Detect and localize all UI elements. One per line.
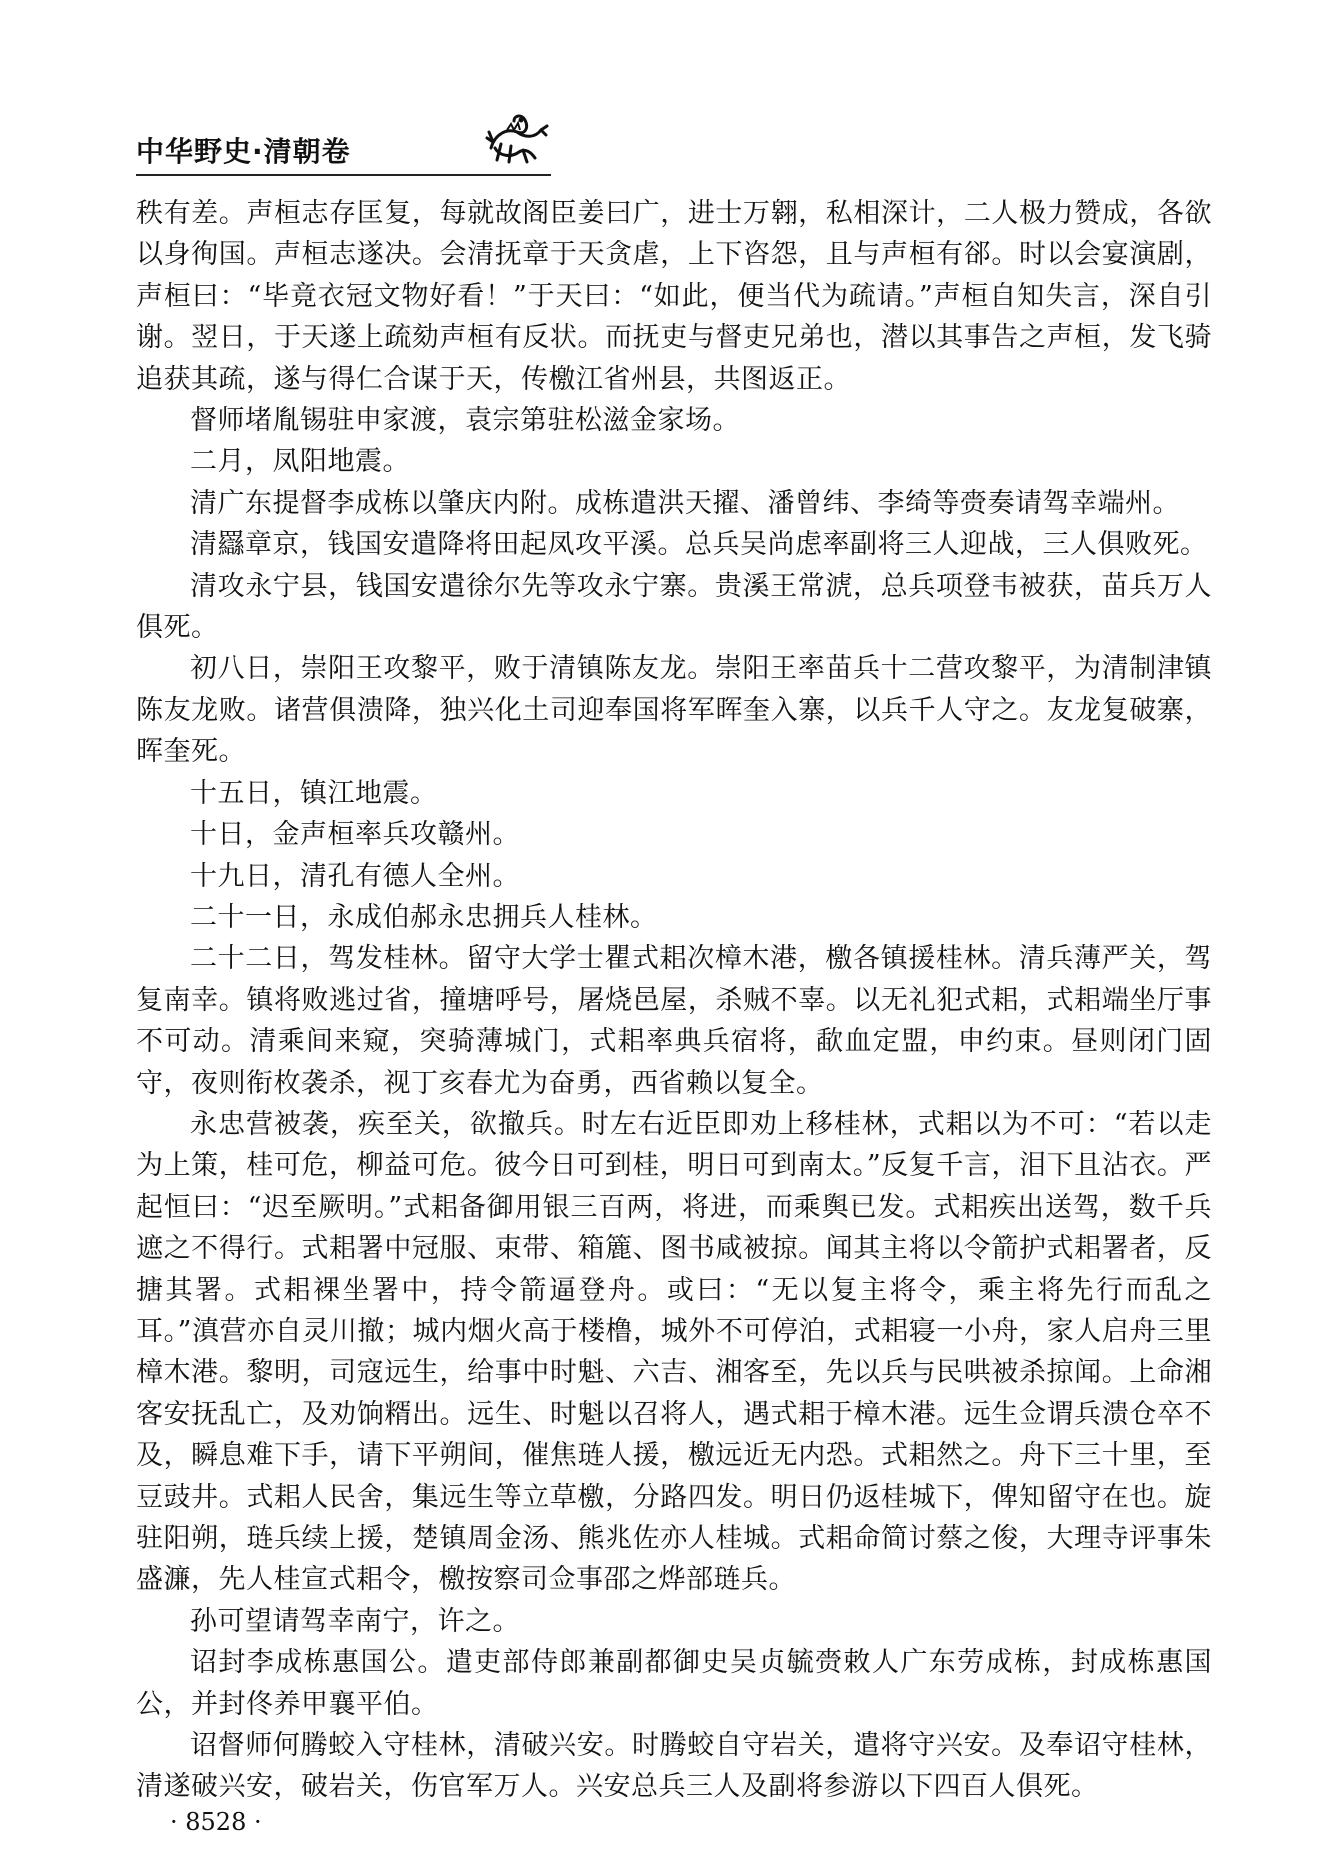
dragon-icon xyxy=(481,108,551,166)
paragraph: 十五日，镇江地震。 xyxy=(190,777,438,809)
paragraph: 初八日，崇阳王攻黎平，败于清镇陈友龙。崇阳王率苗兵十二营攻黎平，为清制津镇陈友龙败。诸营俱溃降，独兴化土司迎奉国将军晖奎入寨，以兵千人守之。友龙复破寨，晖奎死。 xyxy=(136,653,1212,768)
paragraph: 二十二日，驾发桂林。留守大学士瞿式耜次樟木港，檄各镇援桂林。清兵薄严关，驾复南幸。镇将败逃过省，撞塘呼号，屠烧邑屋，杀贼不辜。以无礼犯式耜，式耜端坐厅事不可动。清乘间来窥，突骑薄城门，式耜率典兵宿将，歃血定盟，申约束。昼则闭门固守，夜则衔枚袭杀，视丁亥春尤为奋勇，西省赖以复全。 xyxy=(136,943,1212,1099)
paragraph: 清广东提督李成栋以肇庆内附。成栋遣洪天擢、潘曾纬、李绮等赍奏请驾幸端州。 xyxy=(190,487,1180,519)
paragraph: 诏封李成栋惠国公。遣吏部侍郎兼副都御史吴贞毓赍敕人广东劳成栋，封成栋惠国公，并封佟养甲襄平伯。 xyxy=(136,1647,1212,1720)
paragraph: 十九日，清孔有德人全州。 xyxy=(190,860,520,892)
paragraph: 督师堵胤锡驻申家渡，袁宗第驻松滋金家场。 xyxy=(190,405,740,437)
paragraph: 秩有差。声桓志存匡复，每就故阁臣姜曰广，进士万翱，私相深计，二人极力赞成，各欲以身徇国。声桓志遂决。会清抚章于天贪虐，上下咨怨，且与声桓有郤。时以会宴演剧，声桓曰：“毕竟衣冠文物好看！”于天曰：“如此，便当代为疏请。”声桓自知失言，深自引谢。翌日，于天遂上疏劾声桓有反状。而抚吏与督吏兄弟也，潜以其事告之声桓，发飞骑追获其疏，遂与得仁合谋于天，传檄江省州县，共图返正。 xyxy=(136,198,1212,395)
paragraph: 清羉章京，钱国安遣降将田起凤攻平溪。总兵吴尚虑率副将三人迎战，三人俱败死。 xyxy=(190,529,1208,561)
paragraph: 诏督师何腾蛟入守桂林，清破兴安。时腾蛟自守岩关，遣将守兴安。及奉诏守桂林，清遂破兴安，破岩关，伤官军万人。兴安总兵三人及副将参游以下四百人俱死。 xyxy=(136,1730,1212,1803)
paragraph: 二月，凤阳地震。 xyxy=(190,446,410,478)
book-title: 中华野史·清朝卷 xyxy=(136,135,351,168)
running-header xyxy=(136,118,551,178)
paragraph: 十日，金声桓率兵攻赣州。 xyxy=(190,819,520,851)
paragraph: 永忠营被袭，疾至关，欲撤兵。时左右近臣即劝上移桂林，式耜以为不可：“若以走为上策，桂可危，柳益可危。彼今日可到桂，明日可到南太。”反复千言，泪下且沾衣。严起恒曰：“迟至厥明。”式耜备御用银三百两，将进，而乘舆已发。式耜疾出送驾，数千兵遮之不得行。式耜署中冠服、束带、箱簏、图书咸被掠。闻其主将以令箭护式耜署者，反搪其署。式耜裸坐署中，持令箭逼登舟。或曰：“无以复主将令，乘主将先行而乱之耳。”滇营亦自灵川撤；城内烟火高于楼橹，城外不可停泊，式耜寝一小舟，家人启舟三里樟木港。黎明，司寇远生，给事中时魁、六吉、湘客至，先以兵与民哄被杀掠闻。上命湘客安抚乱亡，及劝饷糈出。远生、时魁以召将人，遇式耜于樟木港。远生佥谓兵溃仓卒不及，瞬息难下手，请下平朔间，催焦琏人援，檄远近无内恐。式耜然之。舟下三十里，至豆豉井。式耜人民舍，集远生等立草檄，分路四发。明日仍返桂城下，俾知留守在也。旋驻阳朔，琏兵续上援，楚镇周金汤、熊兆佐亦人桂城。式耜命简讨蔡之俊，大理寺评事朱盛濂，先人桂宣式耜令，檄按察司佥事邵之烨部琏兵。 xyxy=(136,1108,1212,1596)
paragraph: 二十一日，永成伯郝永忠拥兵人桂林。 xyxy=(190,901,658,933)
paragraph: 清攻永宁县，钱国安遣徐尔先等攻永宁寨。贵溪王常淲，总兵项登韦被获，苗兵万人俱死。 xyxy=(136,570,1212,644)
page-number: · 8528 · xyxy=(170,1808,262,1836)
header-rule xyxy=(136,174,551,176)
paragraph: 孙可望请驾幸南宁，许之。 xyxy=(190,1605,520,1637)
body-text xyxy=(136,193,1212,1808)
